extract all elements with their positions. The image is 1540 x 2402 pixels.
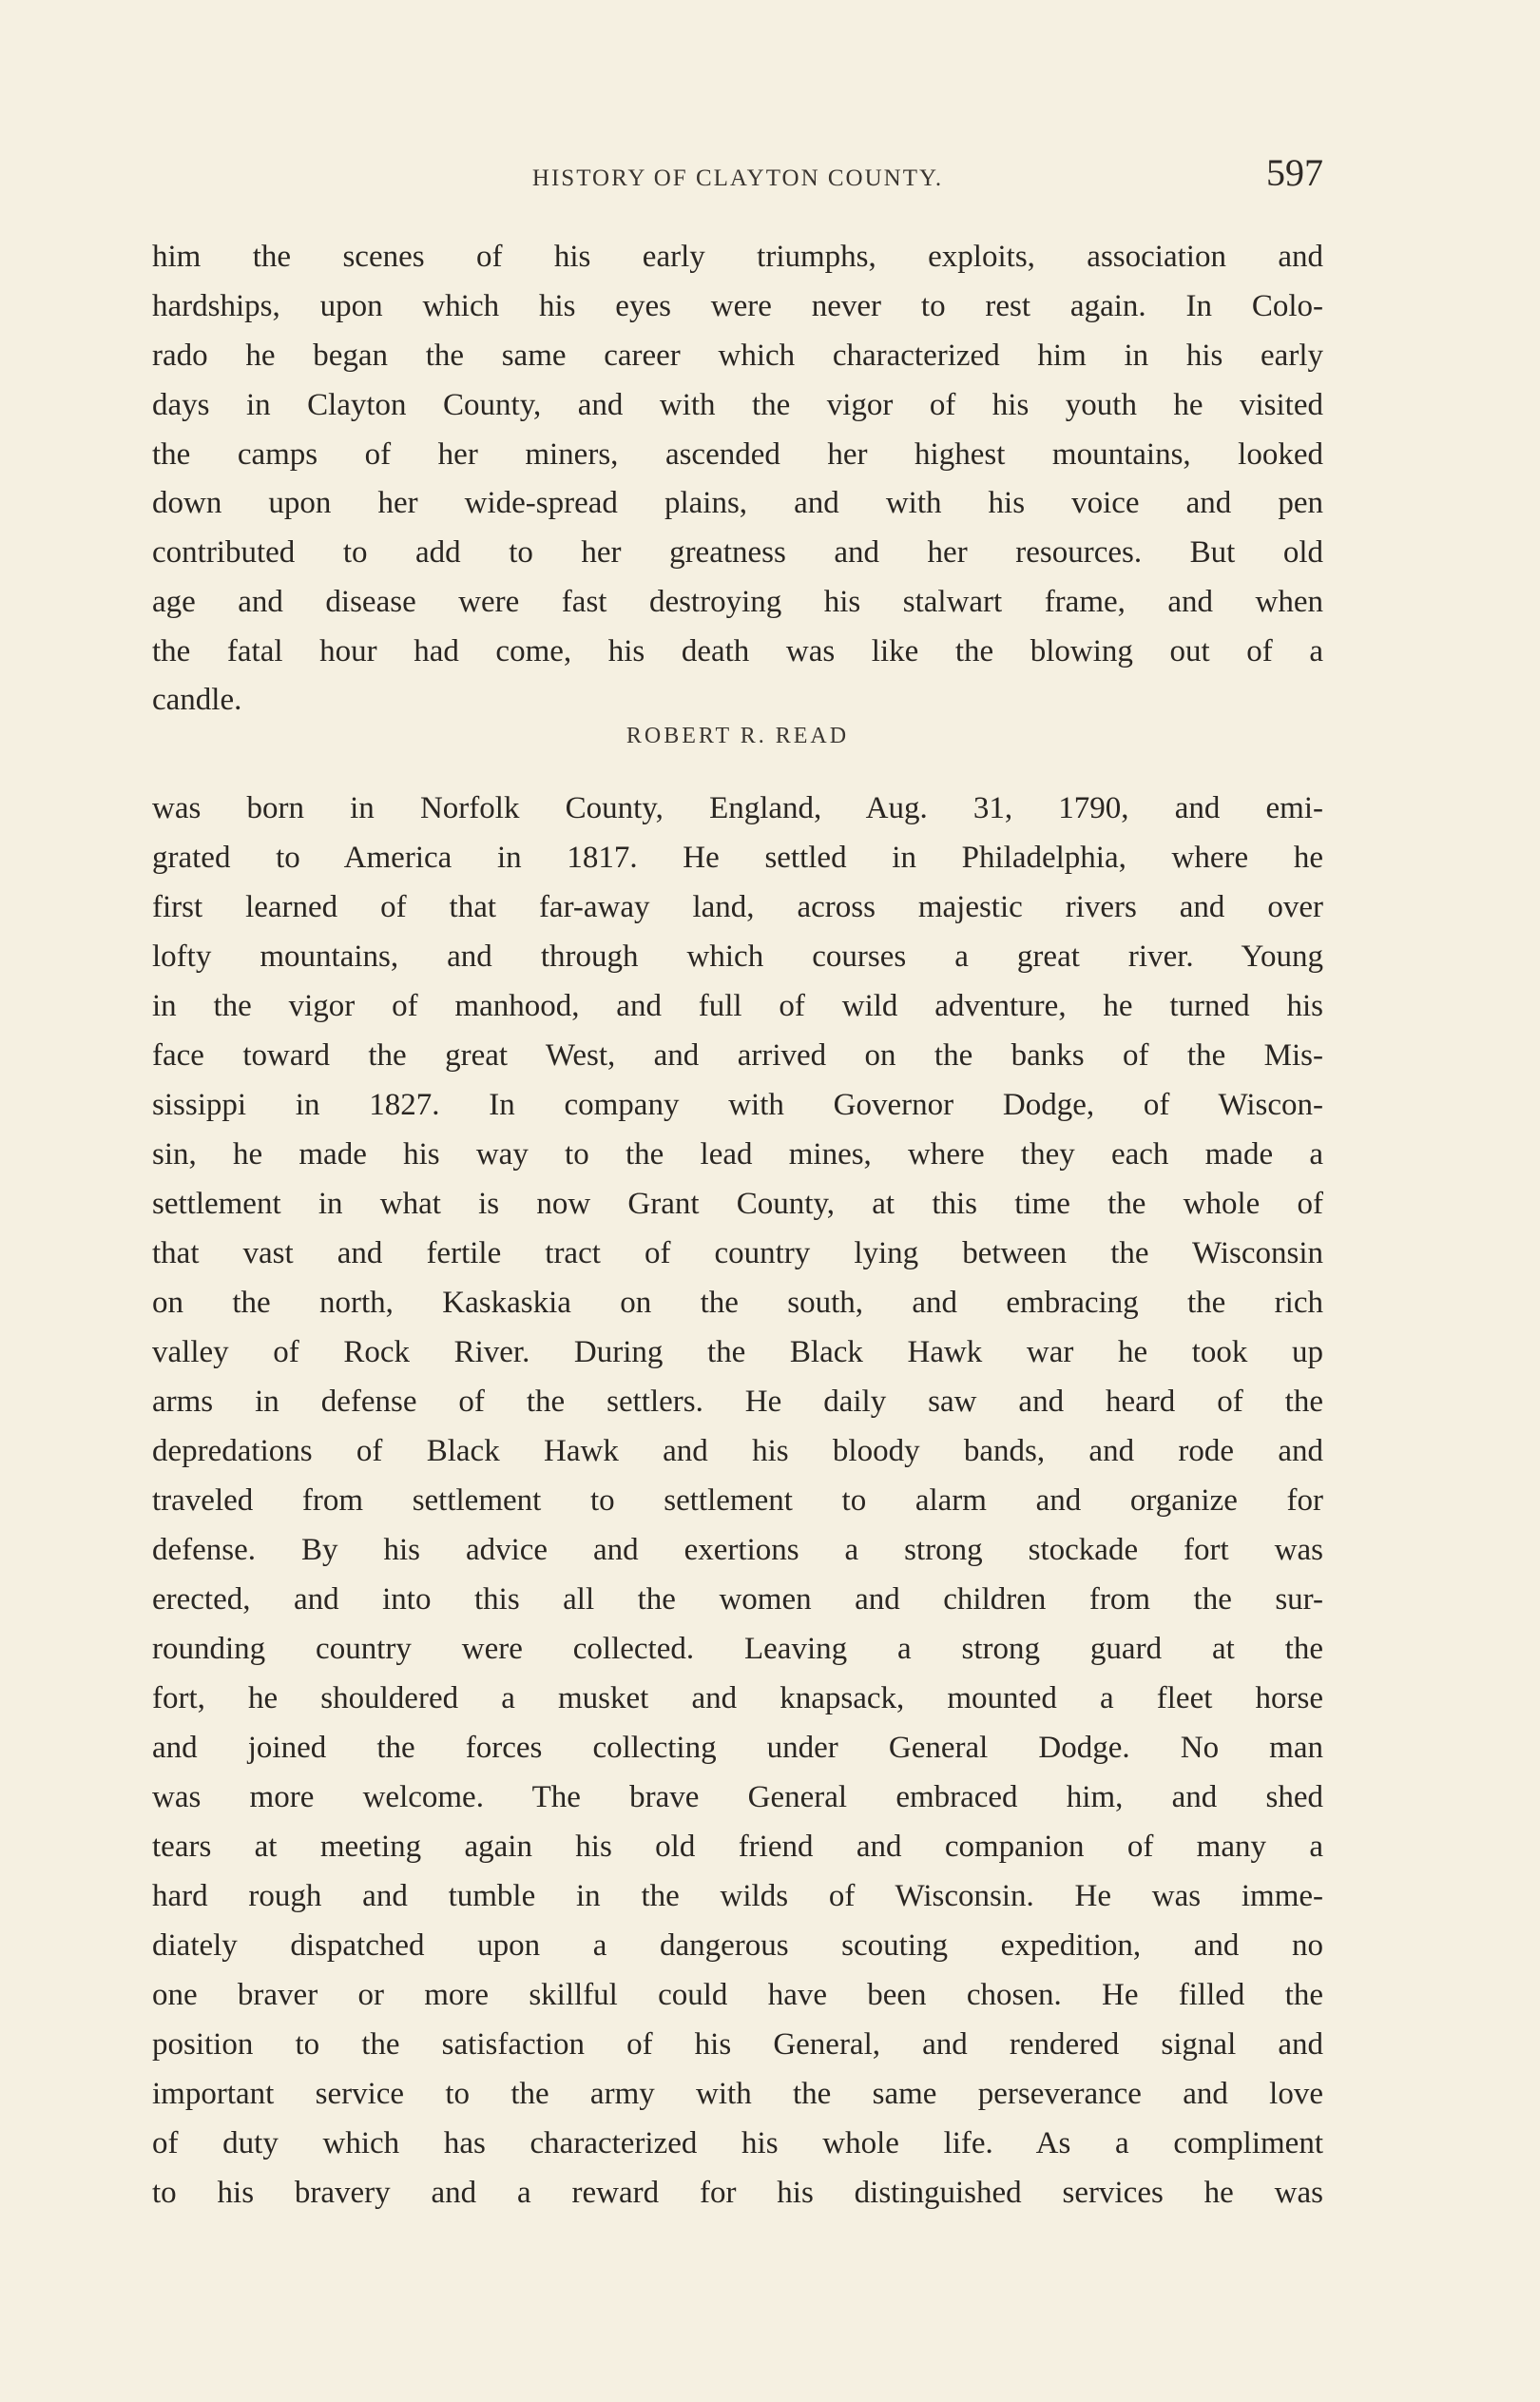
text-line: depredations of Black Hawk and his bloody bands, and rode and bbox=[152, 1434, 1323, 1468]
text-line: the fatal hour had come, his death was like the blowing out of a bbox=[152, 634, 1323, 668]
text-line: hard rough and tumble in the wilds of Wisconsin. He was imme- bbox=[152, 1879, 1323, 1913]
text-line: candle. bbox=[152, 683, 242, 717]
text-line: diately dispatched upon a dangerous scouting expedition, and no bbox=[152, 1928, 1323, 1963]
text-line: important service to the army with the same perseverance and love bbox=[152, 2077, 1323, 2111]
text-line: one braver or more skillful could have been chosen. He filled the bbox=[152, 1978, 1323, 2012]
page-number: 597 bbox=[1266, 151, 1323, 194]
text-line: sissippi in 1827. In company with Governor Dodge, of Wiscon- bbox=[152, 1088, 1323, 1122]
text-line: to his bravery and a reward for his distinguished services he was bbox=[152, 2176, 1323, 2210]
text-line: face toward the great West, and arrived on the banks of the Mis- bbox=[152, 1038, 1323, 1073]
text-line: age and disease were fast destroying his stalwart frame, and when bbox=[152, 585, 1323, 619]
text-line: arms in defense of the settlers. He daily saw and heard of the bbox=[152, 1385, 1323, 1419]
text-line: that vast and fertile tract of country lying between the Wisconsin bbox=[152, 1236, 1323, 1270]
text-line: in the vigor of manhood, and full of wild adventure, he turned his bbox=[152, 989, 1323, 1023]
text-line: erected, and into this all the women and children from the sur- bbox=[152, 1582, 1323, 1617]
text-line: defense. By his advice and exertions a strong stockade fort was bbox=[152, 1533, 1323, 1567]
text-line: of duty which has characterized his whole life. As a compliment bbox=[152, 2126, 1323, 2160]
text-line: down upon her wide-spread plains, and with his voice and pen bbox=[152, 486, 1323, 520]
text-line: position to the satisfaction of his General, and rendered signal and bbox=[152, 2027, 1323, 2062]
text-line: was born in Norfolk County, England, Aug. 31, 1790, and emi- bbox=[152, 791, 1323, 825]
text-line: lofty mountains, and through which courses a great river. Young bbox=[152, 939, 1323, 974]
text-line: grated to America in 1817. He settled in Philadelphia, where he bbox=[152, 841, 1323, 875]
text-line: days in Clayton County, and with the vigor of his youth he visited bbox=[152, 388, 1323, 422]
text-line: traveled from settlement to settlement to alarm and organize for bbox=[152, 1483, 1323, 1518]
text-line: fort, he shouldered a musket and knapsack, mounted a fleet horse bbox=[152, 1681, 1323, 1715]
text-line: and joined the forces collecting under General Dodge. No man bbox=[152, 1731, 1323, 1765]
text-line: valley of Rock River. During the Black Hawk war he took up bbox=[152, 1335, 1323, 1369]
text-line: him the scenes of his early triumphs, exploits, association and bbox=[152, 240, 1323, 274]
text-line: the camps of her miners, ascended her highest mountains, looked bbox=[152, 437, 1323, 472]
running-title: HISTORY OF CLAYTON COUNTY. bbox=[531, 165, 944, 191]
section-heading: ROBERT R. READ bbox=[626, 724, 850, 748]
text-line: sin, he made his way to the lead mines, where they each made a bbox=[152, 1137, 1323, 1172]
text-line: contributed to add to her greatness and her resources. But old bbox=[152, 535, 1323, 570]
text-line: first learned of that far-away land, across majestic rivers and over bbox=[152, 890, 1323, 924]
text-line: rado he began the same career which characterized him in his early bbox=[152, 339, 1323, 373]
text-line: rounding country were collected. Leaving a strong guard at the bbox=[152, 1632, 1323, 1666]
text-line: on the north, Kaskaskia on the south, and embracing the rich bbox=[152, 1286, 1323, 1320]
text-line: hardships, upon which his eyes were never to rest again. In Colo- bbox=[152, 289, 1323, 323]
running-head bbox=[152, 151, 1323, 198]
text-line: tears at meeting again his old friend and companion of many a bbox=[152, 1830, 1323, 1864]
text-line: was more welcome. The brave General embraced him, and shed bbox=[152, 1780, 1323, 1814]
text-line: settlement in what is now Grant County, at this time the whole of bbox=[152, 1187, 1323, 1221]
